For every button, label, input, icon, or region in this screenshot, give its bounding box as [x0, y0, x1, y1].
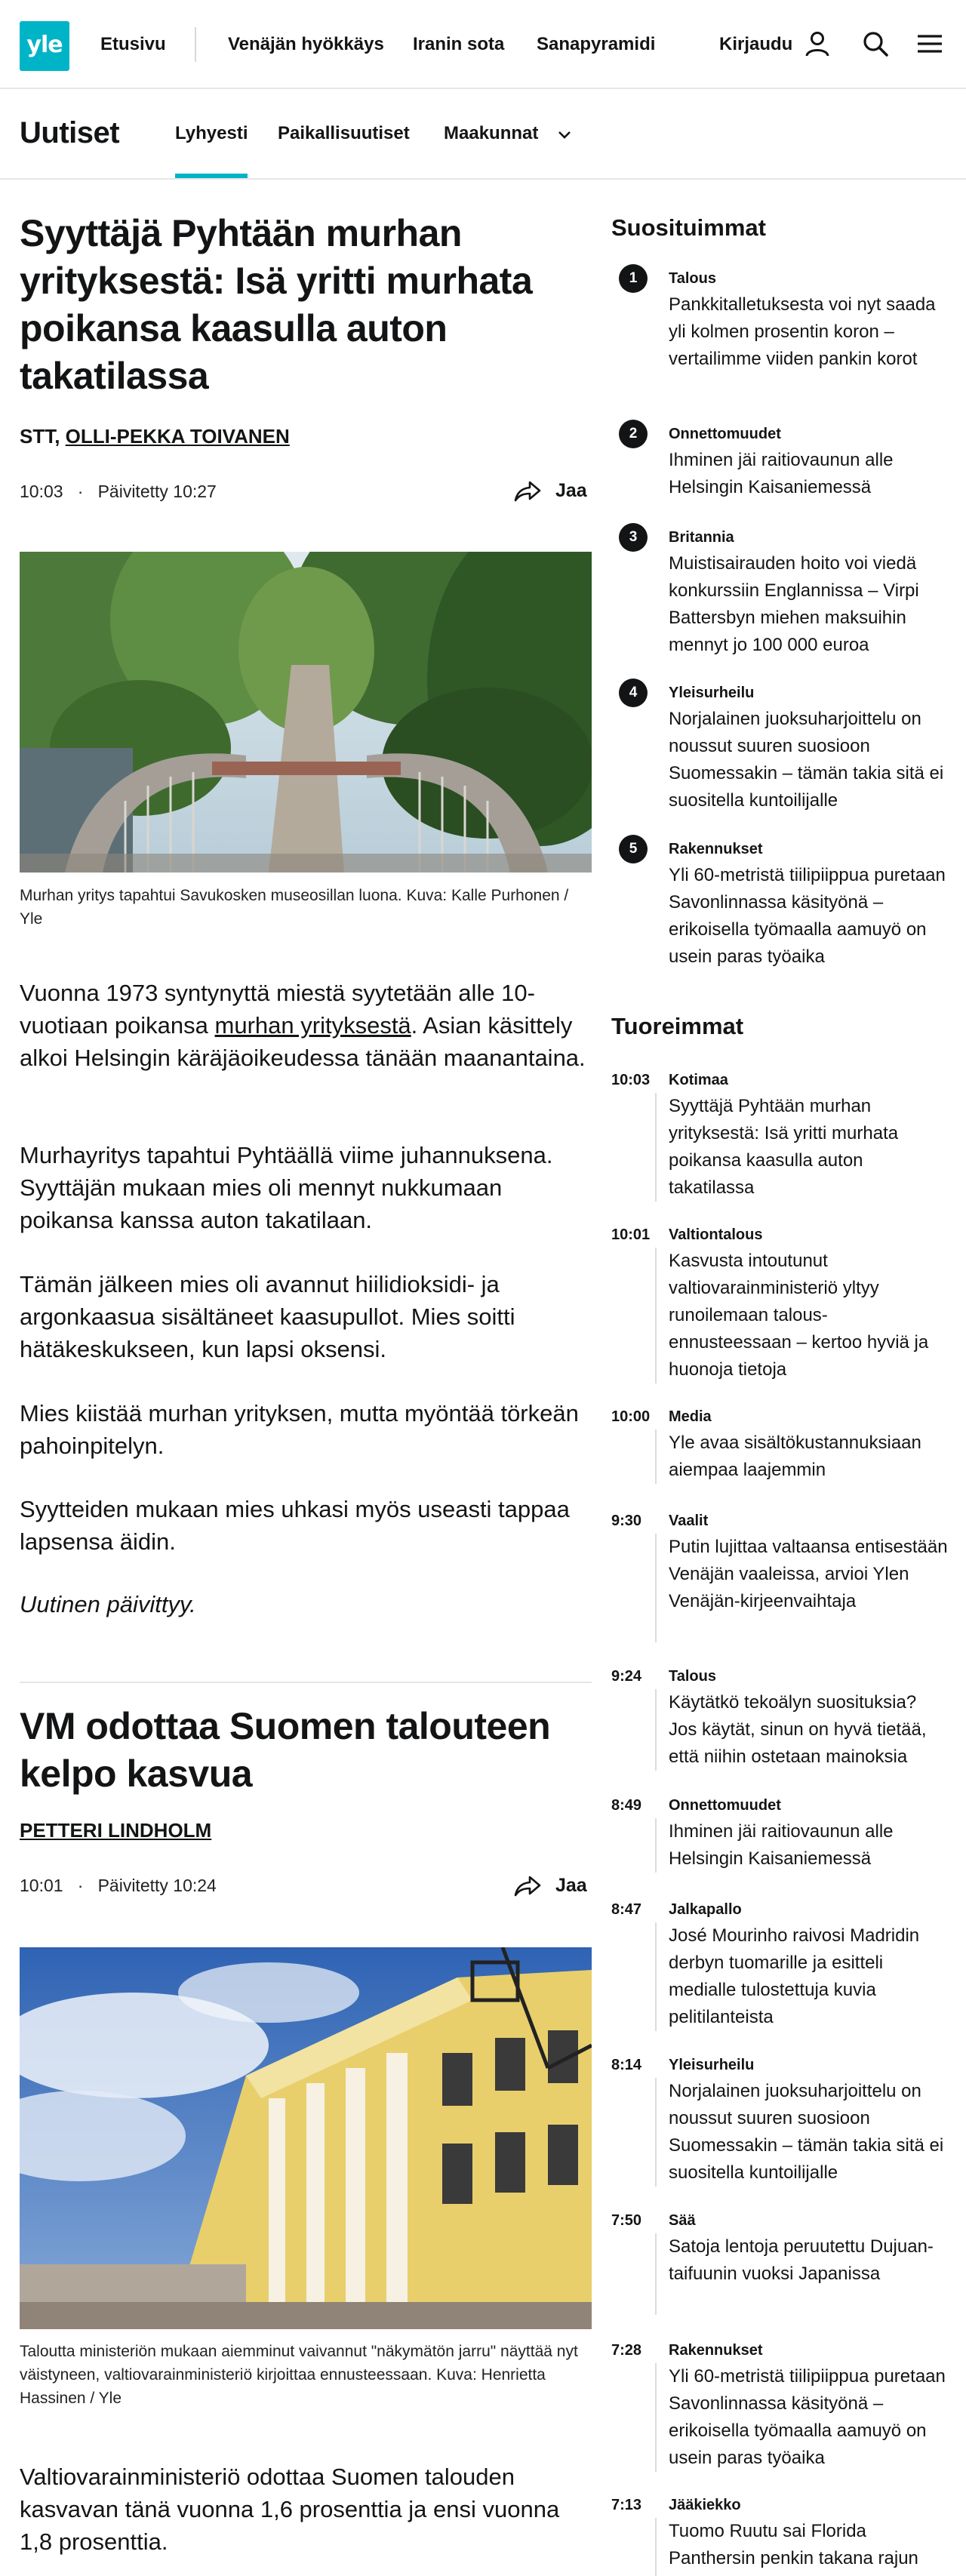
section-bar	[0, 91, 966, 180]
paragraph-text: Vuonna 1973 syntynyttä miestä syytetään alle 10-vuotiaan poikansa	[20, 980, 535, 1039]
latest-title[interactable]: Syyttäjä Pyhtään murhan yrityksestä: Isä yritti murhata poikansa kaasulla auton takatilassa	[669, 1096, 899, 1198]
popular-category: Yleisurheilu	[669, 685, 755, 701]
nav-etusivu[interactable]: Etusivu	[100, 34, 166, 54]
latest-title[interactable]: Käytätkö tekoälyn suosituksia? Jos käytät, sinun on hyvä tietää, että niihin ostetaan mainoksia	[669, 1692, 927, 1767]
article-paragraph: Valtiovarainministeriö odottaa Suomen talouden kasvavan tänä vuonna 1,6 prosenttia ja ensi vuonna 1,8 prosenttia.	[20, 2464, 560, 2555]
updated-time: Päivitetty 10:24	[97, 1876, 217, 1895]
latest-title[interactable]: Ihminen jäi raitiovaunun alle Helsingin Kaisaniemessä	[669, 1821, 894, 1869]
article-byline	[20, 423, 290, 449]
share-label: Jaa	[555, 480, 587, 501]
latest-time: 7:13	[611, 2497, 642, 2513]
article-meta	[20, 480, 217, 503]
rank-badge: 4	[619, 679, 648, 707]
timeline-line	[655, 1430, 657, 1484]
latest-title[interactable]: Tuomo Ruutu sai Florida Panthersin penkin takana rajun	[669, 2521, 918, 2568]
timeline-line	[655, 1818, 657, 1873]
latest-category: Jalkapallo	[669, 1901, 742, 1918]
menu-icon[interactable]	[915, 29, 945, 59]
latest-title[interactable]: Kasvusta intoutunut valtiovarainministeriö yltyy runoilemaan talous-ennusteessaan – kertoo hyviä ja huonoja tietoja	[669, 1251, 929, 1380]
latest-title[interactable]: Yle avaa sisältökustannuksiaan aiempaa laajemmin	[669, 1433, 921, 1480]
article-paragraph: Tämän jälkeen mies oli avannut hiilidioksidi- ja argonkaasua sisältäneet kaasupullot. Mies soitti hätäkeskukseen, kun lapsi oksensi.	[20, 1271, 515, 1362]
publish-time: 10:03	[20, 482, 63, 501]
latest-title[interactable]: Yli 60-metristä tiilipiippua puretaan Savonlinnassa käsityönä – erikoisella työmaalla aamuyö on usein paras työaika	[669, 2366, 946, 2468]
tab-lyhyesti[interactable]: Lyhyesti	[175, 123, 248, 143]
timeline-line	[655, 1689, 657, 1771]
popular-category: Onnettomuudet	[669, 426, 781, 442]
article-divider	[20, 1682, 592, 1683]
nav-iranin-sota[interactable]: Iranin sota	[413, 34, 505, 54]
tab-maakunnat[interactable]: Maakunnat	[444, 123, 539, 143]
latest-category: Sää	[669, 2212, 696, 2229]
user-icon[interactable]	[802, 29, 832, 59]
popular-category: Britannia	[669, 529, 734, 546]
timeline-line	[655, 1093, 657, 1202]
latest-time: 7:28	[611, 2342, 642, 2359]
latest-title[interactable]: Norjalainen juoksuharjoittelu on noussut suuren suosioon Suomessakin – tämän takia sitä ei suositella kuntoilijalle	[669, 2081, 944, 2183]
updated-time: Päivitetty 10:27	[97, 482, 217, 501]
byline-prefix: STT,	[20, 425, 66, 448]
latest-time: 10:00	[611, 1408, 651, 1425]
share-icon	[513, 1874, 542, 1898]
latest-heading: Tuoreimmat	[611, 1013, 744, 1039]
author-link[interactable]: PETTERI LINDHOLM	[20, 1819, 212, 1842]
popular-title[interactable]: Ihminen jäi raitiovaunun alle Helsingin Kaisaniemessä	[669, 450, 894, 497]
latest-category: Valtiontalous	[669, 1226, 763, 1243]
inline-link[interactable]: murhan yrityksestä	[214, 1012, 411, 1039]
timeline-line	[655, 1922, 657, 2031]
nav-sanapyramidi[interactable]: Sanapyramidi	[537, 34, 656, 54]
paragraph-text: . Asian käsittely alkoi Helsingin käräjäoikeudessa tänään maanantaina.	[20, 1012, 586, 1071]
article-title[interactable]: VM odottaa Suomen talouteen kelpo kasvua	[20, 1705, 551, 1795]
latest-time: 9:30	[611, 1513, 642, 1529]
nav-divider	[195, 27, 196, 62]
share-icon	[513, 479, 542, 503]
rank-badge: 1	[619, 264, 648, 293]
meta-separator: ·	[67, 482, 94, 501]
latest-category: Media	[669, 1408, 712, 1425]
article-meta	[20, 1874, 217, 1897]
share-label: Jaa	[555, 1875, 587, 1896]
timeline-line	[655, 1248, 657, 1383]
publish-time: 10:01	[20, 1876, 63, 1895]
tab-paikallisuutiset[interactable]: Paikallisuutiset	[278, 123, 410, 143]
author-link[interactable]: OLLI-PEKKA TOIVANEN	[65, 425, 290, 448]
latest-time: 8:47	[611, 1901, 642, 1918]
timeline-line	[655, 2233, 657, 2315]
latest-category: Onnettomuudet	[669, 1797, 781, 1814]
popular-category: Rakennukset	[669, 841, 763, 857]
update-note: Uutinen päivittyy.	[20, 1591, 196, 1617]
login-link[interactable]: Kirjaudu	[719, 34, 793, 54]
timeline-line	[655, 2363, 657, 2472]
latest-category: Talous	[669, 1668, 716, 1685]
article-title[interactable]: Syyttäjä Pyhtään murhan yrityksestä: Isä yritti murhata poikansa kaasulla auton takatilassa	[20, 212, 533, 397]
article-paragraph: Mies kiistää murhan yrityksen, mutta myöntää törkeän pahoinpitelyn.	[20, 1400, 579, 1459]
popular-title[interactable]: Pankkitalletuksesta voi nyt saada yli kolmen prosentin koron – vertailimme viiden pankin korot	[669, 294, 936, 369]
image-caption: Murhan yritys tapahtui Savukosken museosillan luona. Kuva: Kalle Purhonen / Yle	[20, 887, 569, 928]
latest-time: 9:24	[611, 1668, 642, 1685]
latest-time: 8:14	[611, 2057, 642, 2073]
popular-category: Talous	[669, 270, 716, 287]
yle-logo[interactable]: yle	[20, 21, 69, 71]
image-caption: Taloutta ministeriön mukaan aiemminut vaivannut "näkymätön jarru" näyttää nyt väistyneen, valtiovarainministeriö kirjoittaa ennusteessaan. Kuva: Henrietta Hassinen / Yle	[20, 2343, 578, 2407]
popular-title[interactable]: Norjalainen juoksuharjoittelu on noussut suuren suosioon Suomessakin – tämän takia sitä ei suositella kuntoilijalle	[669, 709, 944, 811]
rank-badge: 5	[619, 835, 648, 863]
timeline-line	[655, 2518, 657, 2576]
latest-category: Kotimaa	[669, 1072, 728, 1088]
popular-title[interactable]: Yli 60-metristä tiilipiippua puretaan Savonlinnassa käsityönä – erikoisella työmaalla aamuyö on usein paras työaika	[669, 865, 946, 967]
article-paragraph: Syytteiden mukaan mies uhkasi myös useasti tappaa lapsensa äidin.	[20, 1496, 570, 1555]
chevron-down-icon[interactable]	[555, 126, 574, 144]
share-button[interactable]	[513, 1873, 596, 1900]
top-navigation-bar	[0, 0, 966, 89]
popular-heading: Suosituimmat	[611, 214, 766, 241]
popular-title[interactable]: Muistisairauden hoito voi viedä konkurssiin Englannissa – Virpi Battersbyn miehen maksuihin mennyt jo 100 000 euroa	[669, 553, 919, 655]
latest-time: 7:50	[611, 2212, 642, 2229]
timeline-line	[655, 1534, 657, 1642]
rank-badge: 3	[619, 523, 648, 552]
latest-time: 8:49	[611, 1797, 642, 1814]
latest-title[interactable]: Satoja lentoja peruutettu Dujuan-taifuunin vuoksi Japanissa	[669, 2236, 934, 2284]
bridge-photo	[20, 552, 592, 873]
rank-badge: 2	[619, 420, 648, 448]
latest-time: 10:01	[611, 1226, 651, 1243]
latest-category: Jääkiekko	[669, 2497, 741, 2513]
nav-venajan-hyokkays[interactable]: Venäjän hyökkäys	[228, 34, 384, 54]
active-tab-indicator	[175, 174, 248, 178]
latest-title[interactable]: José Mourinho raivosi Madridin derbyn tuomarille ja esitteli medialle tulostettuja kuvia pelitilanteista	[669, 1925, 920, 2027]
latest-title[interactable]: Putin lujittaa valtaansa entisestään Venäjän vaaleissa, arvioi Ylen Venäjän-kirjeenvaihtaja	[669, 1537, 948, 1611]
ministry-building-photo	[20, 1947, 592, 2329]
meta-separator: ·	[67, 1876, 94, 1895]
article-paragraph	[20, 977, 593, 1074]
latest-category: Rakennukset	[669, 2342, 763, 2359]
article-paragraph: Murhayritys tapahtui Pyhtäällä viime juhannuksena. Syyttäjän mukaan mies oli mennyt nukkumaan poikansa kanssa auton takatilaan.	[20, 1142, 553, 1233]
latest-category: Yleisurheilu	[669, 2057, 755, 2073]
timeline-line	[655, 2078, 657, 2187]
latest-category: Vaalit	[669, 1513, 709, 1529]
search-icon[interactable]	[860, 29, 891, 59]
latest-time: 10:03	[611, 1072, 651, 1088]
share-button[interactable]	[513, 478, 596, 505]
section-title[interactable]: Uutiset	[20, 116, 120, 149]
